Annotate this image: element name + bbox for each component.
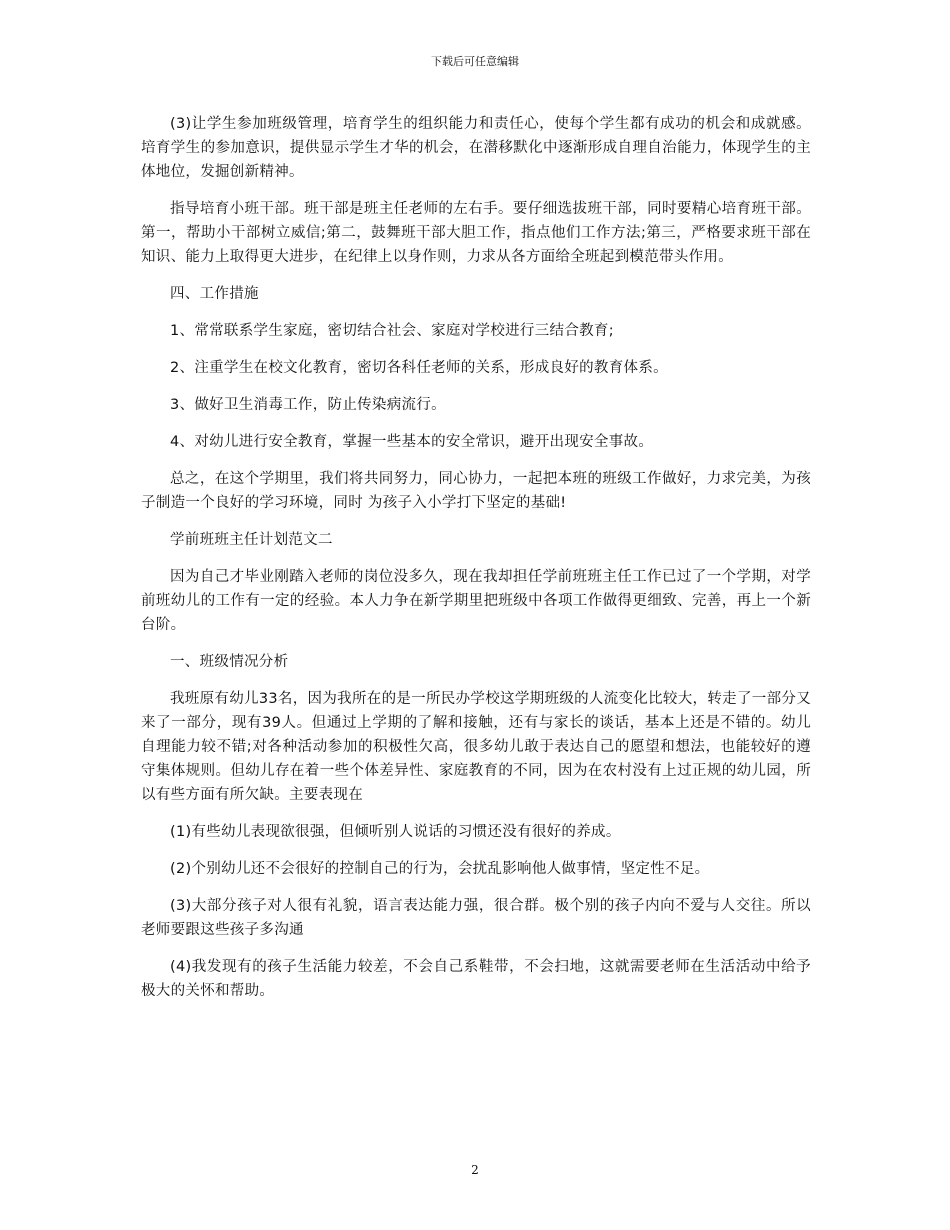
- article-title: 学前班班主任计划范文二: [170, 532, 333, 548]
- section-heading: 一、班级情况分析: [170, 654, 289, 670]
- page-header: 下载后可任意编辑: [431, 55, 519, 68]
- list-item: (2)个别幼儿还不会很好的控制自己的行为，会扰乱影响他人做事情，坚定性不足。: [170, 861, 710, 877]
- list-item: (4)我发现有的孩子生活能力较差，不会自己系鞋带，不会扫地，这就需要老师在生活活动中给予极大的关怀和帮助。: [141, 959, 811, 999]
- list-item: (1)有些幼儿表现欲很强，但倾听别人说话的习惯还没有很好的养成。: [170, 824, 621, 840]
- paragraph: 指导培育小班干部。班干部是班主任老师的左右手。要仔细选拔班干部，同时要精心培育班干部。第一，帮助小干部树立威信;第二，鼓舞班干部大胆工作，指点他们工作方法;第三，严格要求班干部在知识、能力上取得更大进步，在纪律上以身作则，力求从各方面给全班起到模范带头作用。: [141, 201, 811, 265]
- paragraph: (3)让学生参加班级管理，培育学生的组织能力和责任心，使每个学生都有成功的机会和成就感。培育学生的参加意识，提供显示学生才华的机会，在潜移默化中逐渐形成自理自治能力，体现学生的主体地位，发掘创新精神。: [141, 116, 811, 180]
- list-item: 3、做好卫生消毒工作，防止传染病流行。: [170, 397, 446, 413]
- document-body: [141, 112, 811, 1016]
- paragraph: 总之，在这个学期里，我们将共同努力，同心协力，一起把本班的班级工作做好，力求完美，为孩子制造一个良好的学习环境，同时 为孩子入小学打下坚定的基础!: [141, 471, 811, 511]
- list-item: 1、常常联系学生家庭，密切结合社会、家庭对学校进行三结合教育;: [170, 323, 614, 339]
- section-heading: 四、工作措施: [170, 286, 259, 302]
- list-item: (3)大部分孩子对人很有礼貌，语言表达能力强，很合群。极个别的孩子内向不爱与人交往。所以老师要跟这些孩子多沟通: [141, 898, 811, 938]
- list-item: 2、注重学生在校文化教育，密切各科任老师的关系，形成良好的教育体系。: [170, 360, 668, 376]
- list-item: 4、对幼儿进行安全教育，掌握一些基本的安全常识，避开出现安全事故。: [170, 434, 654, 450]
- paragraph: 因为自己才毕业刚踏入老师的岗位没多久，现在我却担任学前班班主任工作已过了一个学期，对学前班幼儿的工作有一定的经验。本人力争在新学期里把班级中各项工作做得更细致、完善，再上一个新台阶。: [141, 569, 811, 633]
- paragraph: 我班原有幼儿33名，因为我所在的是一所民办学校这学期班级的人流变化比较大，转走了一部分又来了一部分，现有39人。但通过上学期的了解和接触，还有与家长的谈话，基本上还是不错的。幼儿自理能力较不错;对各种活动参加的积极性欠高，很多幼儿敢于表达自己的愿望和想法，也能较好的遵守集体规则。但幼儿存在着一些个体差异性、家庭教育的不同，因为在农村没有上过正规的幼儿园，所以有些方面有所欠缺。主要表现在: [141, 691, 811, 803]
- page-number: 2: [471, 1163, 479, 1177]
